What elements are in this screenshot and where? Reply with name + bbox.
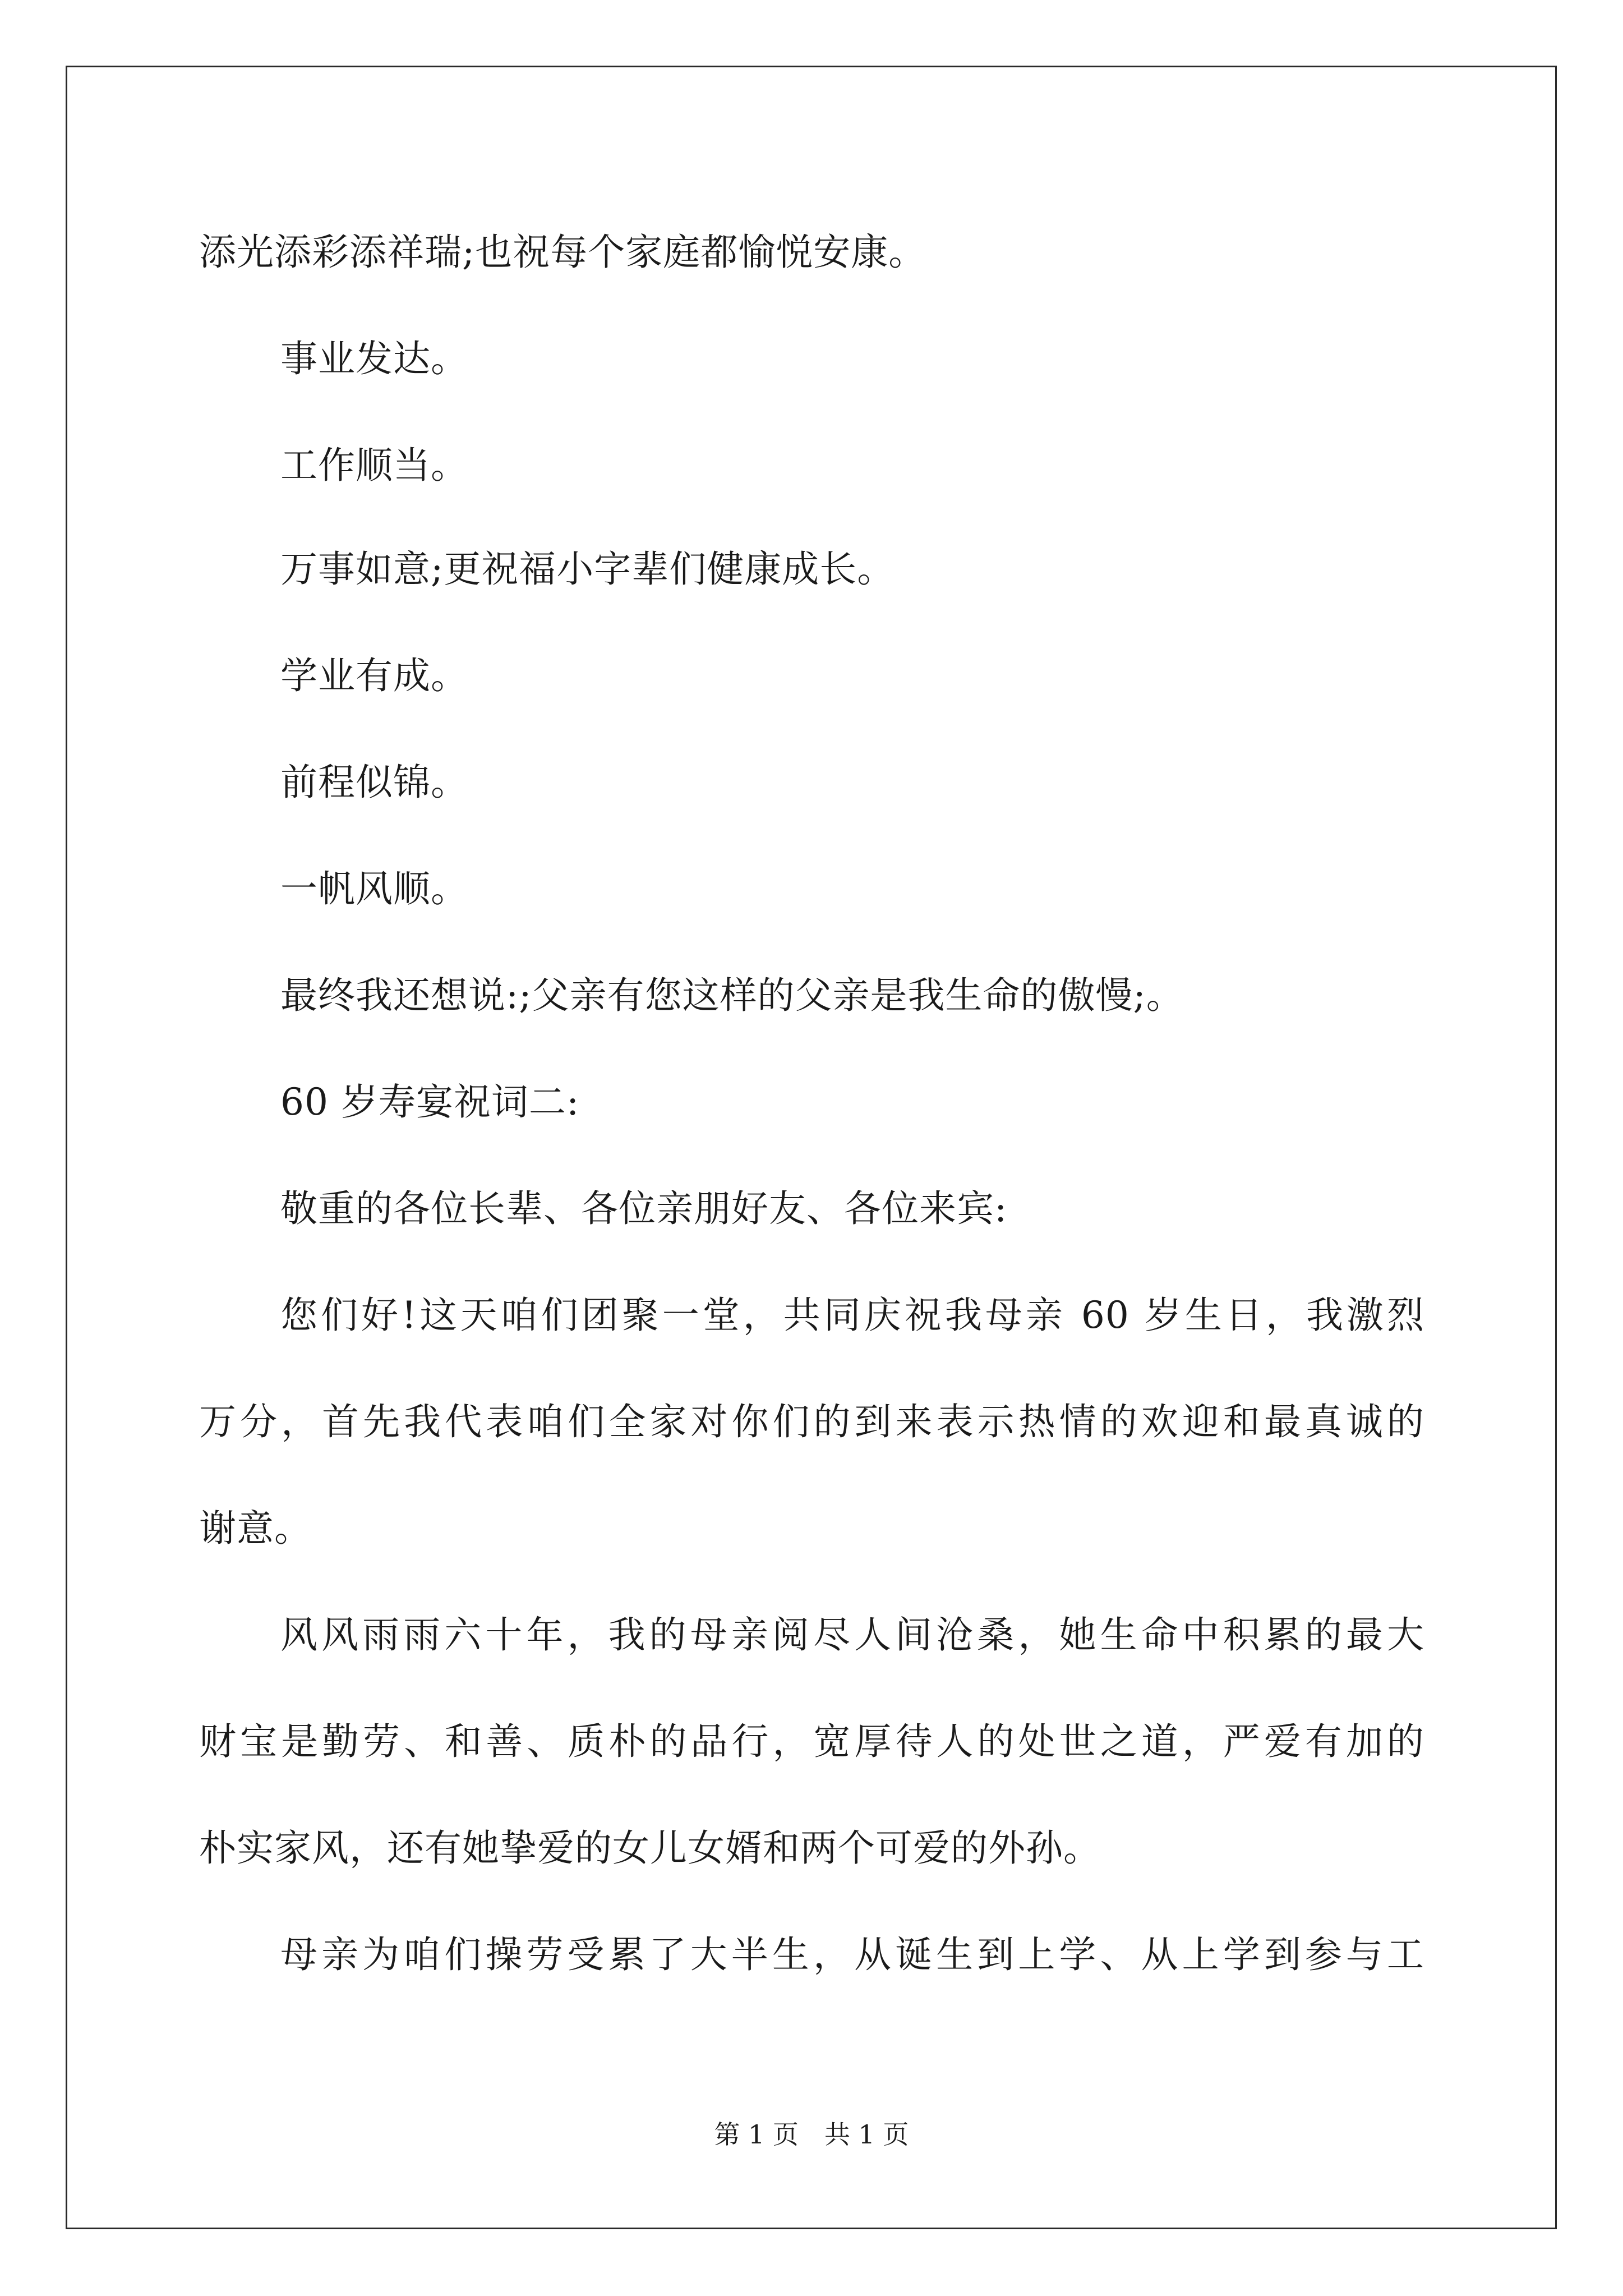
text-line-5: 学业有成。 <box>280 654 468 697</box>
paragraph-3-line-1: 母亲为咱们操劳受累了大半生，从诞生到上学、从上学到参与工 <box>280 1933 1424 1976</box>
paragraph-2-line-3: 朴实家风，还有她挚爱的女儿女婿和两个可爱的外孙。 <box>199 1826 1101 1870</box>
text-line-1: 添光添彩添祥瑞;也祝每个家庭都愉悦安康。 <box>199 231 926 274</box>
paragraph-1-line-1: 您们好!这天咱们团聚一堂，共同庆祝我母亲 60 岁生日，我激烈 <box>280 1294 1424 1337</box>
section-heading: 60 岁寿宴祝词二: <box>280 1080 580 1124</box>
paragraph-1-line-3: 谢意。 <box>199 1507 312 1550</box>
text-line-3: 工作顺当。 <box>280 444 468 487</box>
text-line-2: 事业发达。 <box>280 337 468 380</box>
salutation: 敬重的各位长辈、各位亲朋好友、各位来宾: <box>280 1187 1008 1230</box>
paragraph-2-line-1: 风风雨雨六十年，我的母亲阅尽人间沧桑，她生命中积累的最大 <box>280 1613 1424 1657</box>
paragraph-2-line-2: 财宝是勤劳、和善、质朴的品行，宽厚待人的处世之道，严爱有加的 <box>199 1720 1424 1763</box>
paragraph-1-line-2: 万分，首先我代表咱们全家对你们的到来表示热情的欢迎和最真诚的 <box>199 1400 1424 1443</box>
text-line-8: 最终我还想说:;父亲有您这样的父亲是我生命的傲慢;。 <box>280 974 1184 1017</box>
page-number-footer: 第 1 页 共 1 页 <box>714 2119 909 2150</box>
text-line-6: 前程似锦。 <box>280 761 468 804</box>
text-line-4: 万事如意;更祝福小字辈们健康成长。 <box>280 547 895 591</box>
text-line-7: 一帆风顺。 <box>280 867 468 910</box>
page-border <box>66 66 1557 2229</box>
